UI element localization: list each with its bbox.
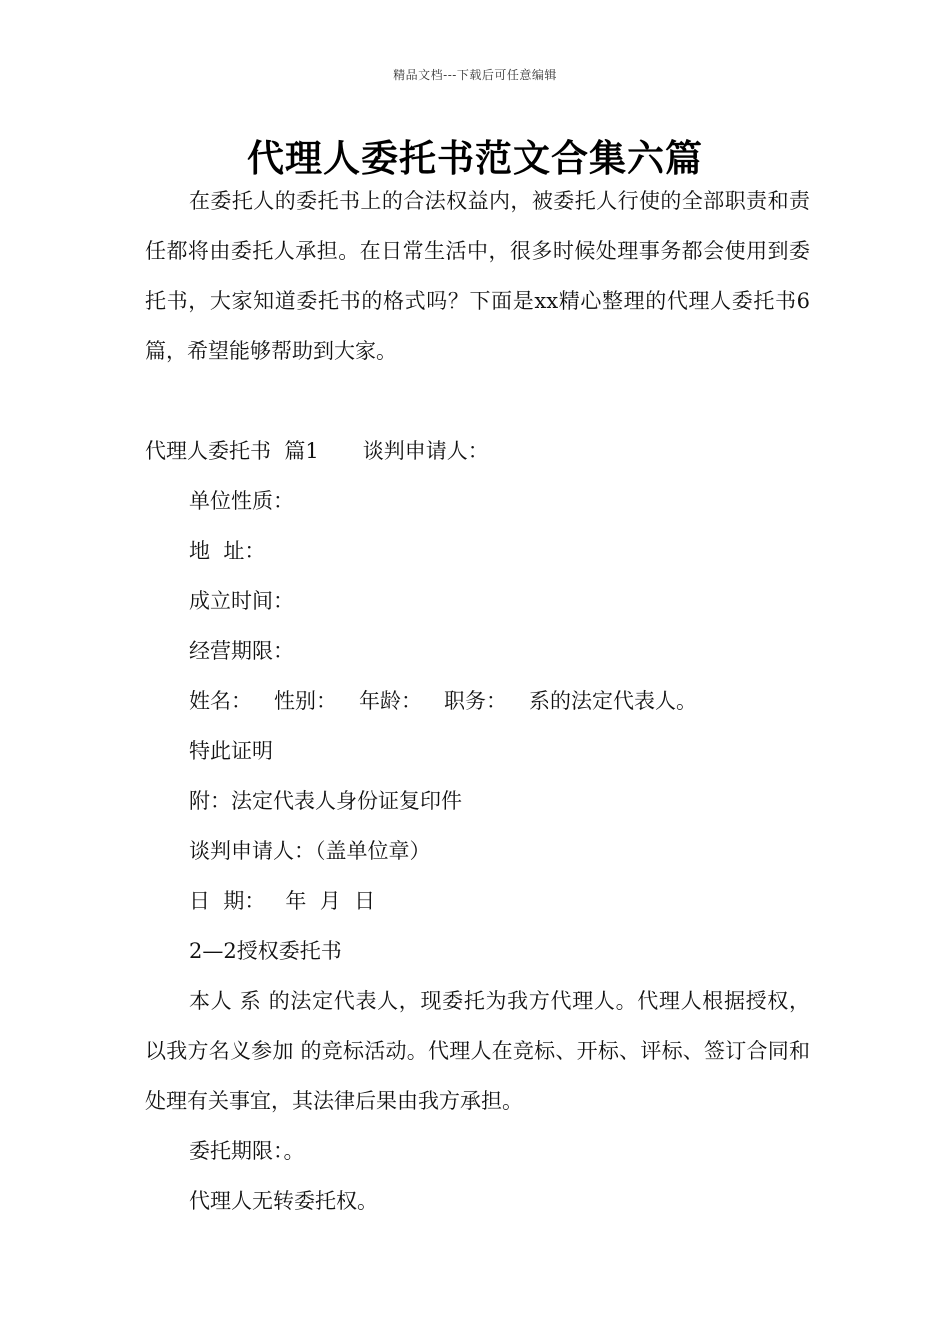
document-title: 代理人委托书范文合集六篇 — [247, 136, 703, 180]
period-line: 委托期限：。 — [189, 1139, 305, 1163]
unit-nature-field: 单位性质： — [189, 489, 294, 513]
term-field: 经营期限： — [189, 639, 294, 663]
position-field: 职务： — [444, 689, 507, 713]
age-field: 年龄： — [359, 689, 422, 713]
spacer — [145, 376, 810, 426]
intro-paragraph: 在委托人的委托书上的合法权益内，被委托人行使的全部职责和责任都将由委托人承担。在日常生活中，很多时候处理事务都会使用到委托书，大家知道委托书的格式吗？下面是xx精心整理的代理人委托书6篇，希望能够帮助到大家。 — [145, 189, 810, 363]
section-heading-row — [145, 426, 810, 476]
document-body — [145, 176, 810, 1226]
sub-heading: 2—2授权委托书 — [189, 939, 342, 963]
applicant-label: 谈判申请人： — [362, 439, 489, 463]
date-line: 日 期： 年 月 日 — [189, 889, 376, 913]
no-transfer-line: 代理人无转委托权。 — [189, 1189, 378, 1213]
seal-line: 谈判申请人：（盖单位章） — [189, 839, 431, 863]
address-field: 地 址： — [189, 539, 266, 563]
founded-field: 成立时间： — [189, 589, 294, 613]
personal-info-row — [145, 676, 810, 726]
gender-field: 性别： — [274, 689, 337, 713]
certify-line: 特此证明 — [189, 739, 273, 763]
section-heading: 代理人委托书 篇1 — [145, 439, 319, 463]
legal-rep-text: 系的法定代表人。 — [529, 689, 697, 713]
header-note: 精品文档---下载后可任意编辑 — [393, 68, 557, 82]
attachment-line: 附：法定代表人身份证复印件 — [189, 789, 462, 813]
authorization-paragraph: 本人 系 的法定代表人，现委托为我方代理人。代理人根据授权，以我方名义参加 的竞标活动。代理人在竞标、开标、评标、签订合同和处理有关事宜，其法律后果由我方承担。 — [145, 989, 810, 1113]
name-field: 姓名： — [189, 689, 252, 713]
